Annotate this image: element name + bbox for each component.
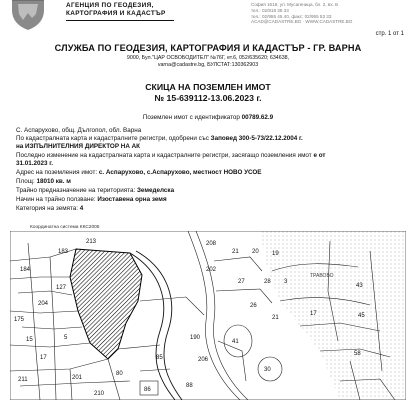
map-label: 210 [94, 391, 105, 397]
identifier-label: Поземлен имот с идентификатор [142, 114, 240, 121]
contact-line: тел.: 02/818 38 33 [251, 7, 289, 13]
map-label: 26 [250, 303, 257, 309]
service-address-line1: 9000, Бул."ЦАР ОСВОБОДИТЕЛ" №76Г, ет.6, 052/635620; 634638, [126, 55, 290, 61]
contact-line: София 1618, ул. Мусагеница, бл. 2, вх. Б [251, 2, 339, 7]
service-title: СЛУЖБА ПО ГЕОДЕЗИЯ, КАРТОГРАФИЯ И КАДАСТЪР - ГР. ВАРНА [54, 43, 362, 53]
identifier-value: 00789.62.9 [241, 114, 274, 121]
last-change-prefix: Последно изменение на кадастралната карта и кадастралните регистри, засягащо поземления имот [16, 152, 312, 159]
category-line [16, 205, 408, 213]
area-line [16, 178, 408, 186]
approval-order: Заповед 300-5-73/22.12.2004 г. [210, 135, 303, 142]
address-value: с. Аспарухово, с.Аспарухово, местност НОВО УСОЕ [98, 169, 262, 176]
purpose-value: Земеделска [136, 187, 175, 194]
address-line [16, 169, 408, 177]
map-label: 86 [144, 387, 151, 393]
map-label: 21 [232, 249, 239, 255]
map-label: 202 [206, 267, 217, 273]
agency-logo [6, 0, 50, 30]
usage-value: Изоставена орна земя [97, 196, 167, 203]
map-label: 88 [186, 383, 193, 389]
approval-line [16, 135, 408, 143]
map-label: 211 [18, 377, 28, 383]
approval-authority: на ИЗПЪЛНИТЕЛНИЯ ДИРЕКТОР НА АК [16, 143, 141, 150]
last-change-date: 31.01.2023 г. [16, 160, 54, 167]
map-label: 206 [198, 357, 209, 363]
area-value: 18010 кв. м [36, 178, 71, 185]
map-label: 204 [38, 301, 49, 307]
contact-line: ACAD@CADASTRE.BG · WWW.CADASTRE.BG [251, 19, 353, 25]
map-label: 19 [272, 251, 279, 257]
map-label: 15 [26, 337, 33, 343]
map-label: 17 [40, 355, 47, 361]
map-label: 127 [56, 285, 67, 291]
map-label: 28 [264, 279, 271, 285]
usage-line [16, 196, 408, 204]
agency-name-line1: АГЕНЦИЯ ПО ГЕОДЕЗИЯ, [66, 2, 154, 9]
map-label: 5 [64, 335, 68, 341]
map-label: 17 [310, 311, 317, 317]
map-label: 85 [156, 355, 163, 361]
map-label: 208 [206, 241, 217, 247]
map-label: 80 [116, 371, 123, 377]
map-label: 27 [238, 279, 245, 285]
category-value: 4 [79, 205, 84, 212]
agency-name [66, 2, 166, 18]
map-label: 175 [14, 317, 25, 323]
map-label: 21 [272, 315, 279, 321]
location-line: С. Аспарухово, общ. Дългопол, обл. Варна [16, 127, 142, 134]
map-label: 45 [358, 313, 365, 319]
map-label: ТРАВОВО [310, 273, 334, 279]
purpose-prefix: Трайно предназначение на територията: [16, 187, 136, 194]
map-label: 58 [354, 351, 361, 357]
agency-name-line2: КАРТОГРАФИЯ И КАДАСТЪР [66, 10, 166, 18]
last-change-mid: е от [313, 152, 326, 159]
header-divider [66, 20, 174, 21]
agency-contacts [251, 2, 406, 25]
purpose-line [16, 187, 408, 195]
map-label: 190 [190, 335, 201, 341]
sketch-number: № 15-639112-13.06.2023 г. [154, 93, 262, 103]
map-label: 20 [252, 249, 259, 255]
map-label: 201 [72, 375, 83, 381]
map-label: 184 [20, 267, 31, 273]
address-prefix: Адрес на поземления имот: [16, 169, 98, 176]
contact-line: тел.: 02/955 45 40, факс: 02/955 53 33 [251, 13, 332, 19]
category-prefix: Категория на земята: [16, 205, 79, 212]
parcel-identifier [0, 114, 416, 121]
map-label: 3 [284, 279, 288, 285]
map-label: 43 [356, 283, 363, 289]
cadastral-map [10, 231, 406, 400]
approval-prefix: По кадастралната карта и кадастралните регистри, одобрени със [16, 135, 209, 142]
area-prefix: Площ: [16, 178, 35, 185]
approval-line2 [16, 143, 408, 151]
coordinate-system-label: Координатна система ККС2005 [30, 225, 100, 230]
page-number: стр. 1 от 1 [375, 31, 404, 37]
map-label: 30 [264, 367, 271, 373]
last-change-date-line [16, 160, 408, 168]
map-label: 183 [58, 249, 69, 255]
map-label: 41 [232, 339, 239, 345]
service-address-line2: varna@cadastre.bg, БУЛСТАТ:130362903 [157, 62, 259, 68]
usage-prefix: Начин на трайно ползване: [16, 196, 96, 203]
sketch-title: СКИЦА НА ПОЗЕМЛЕН ИМОТ [145, 82, 271, 92]
last-change-line [16, 152, 408, 160]
map-label: 213 [86, 239, 97, 245]
